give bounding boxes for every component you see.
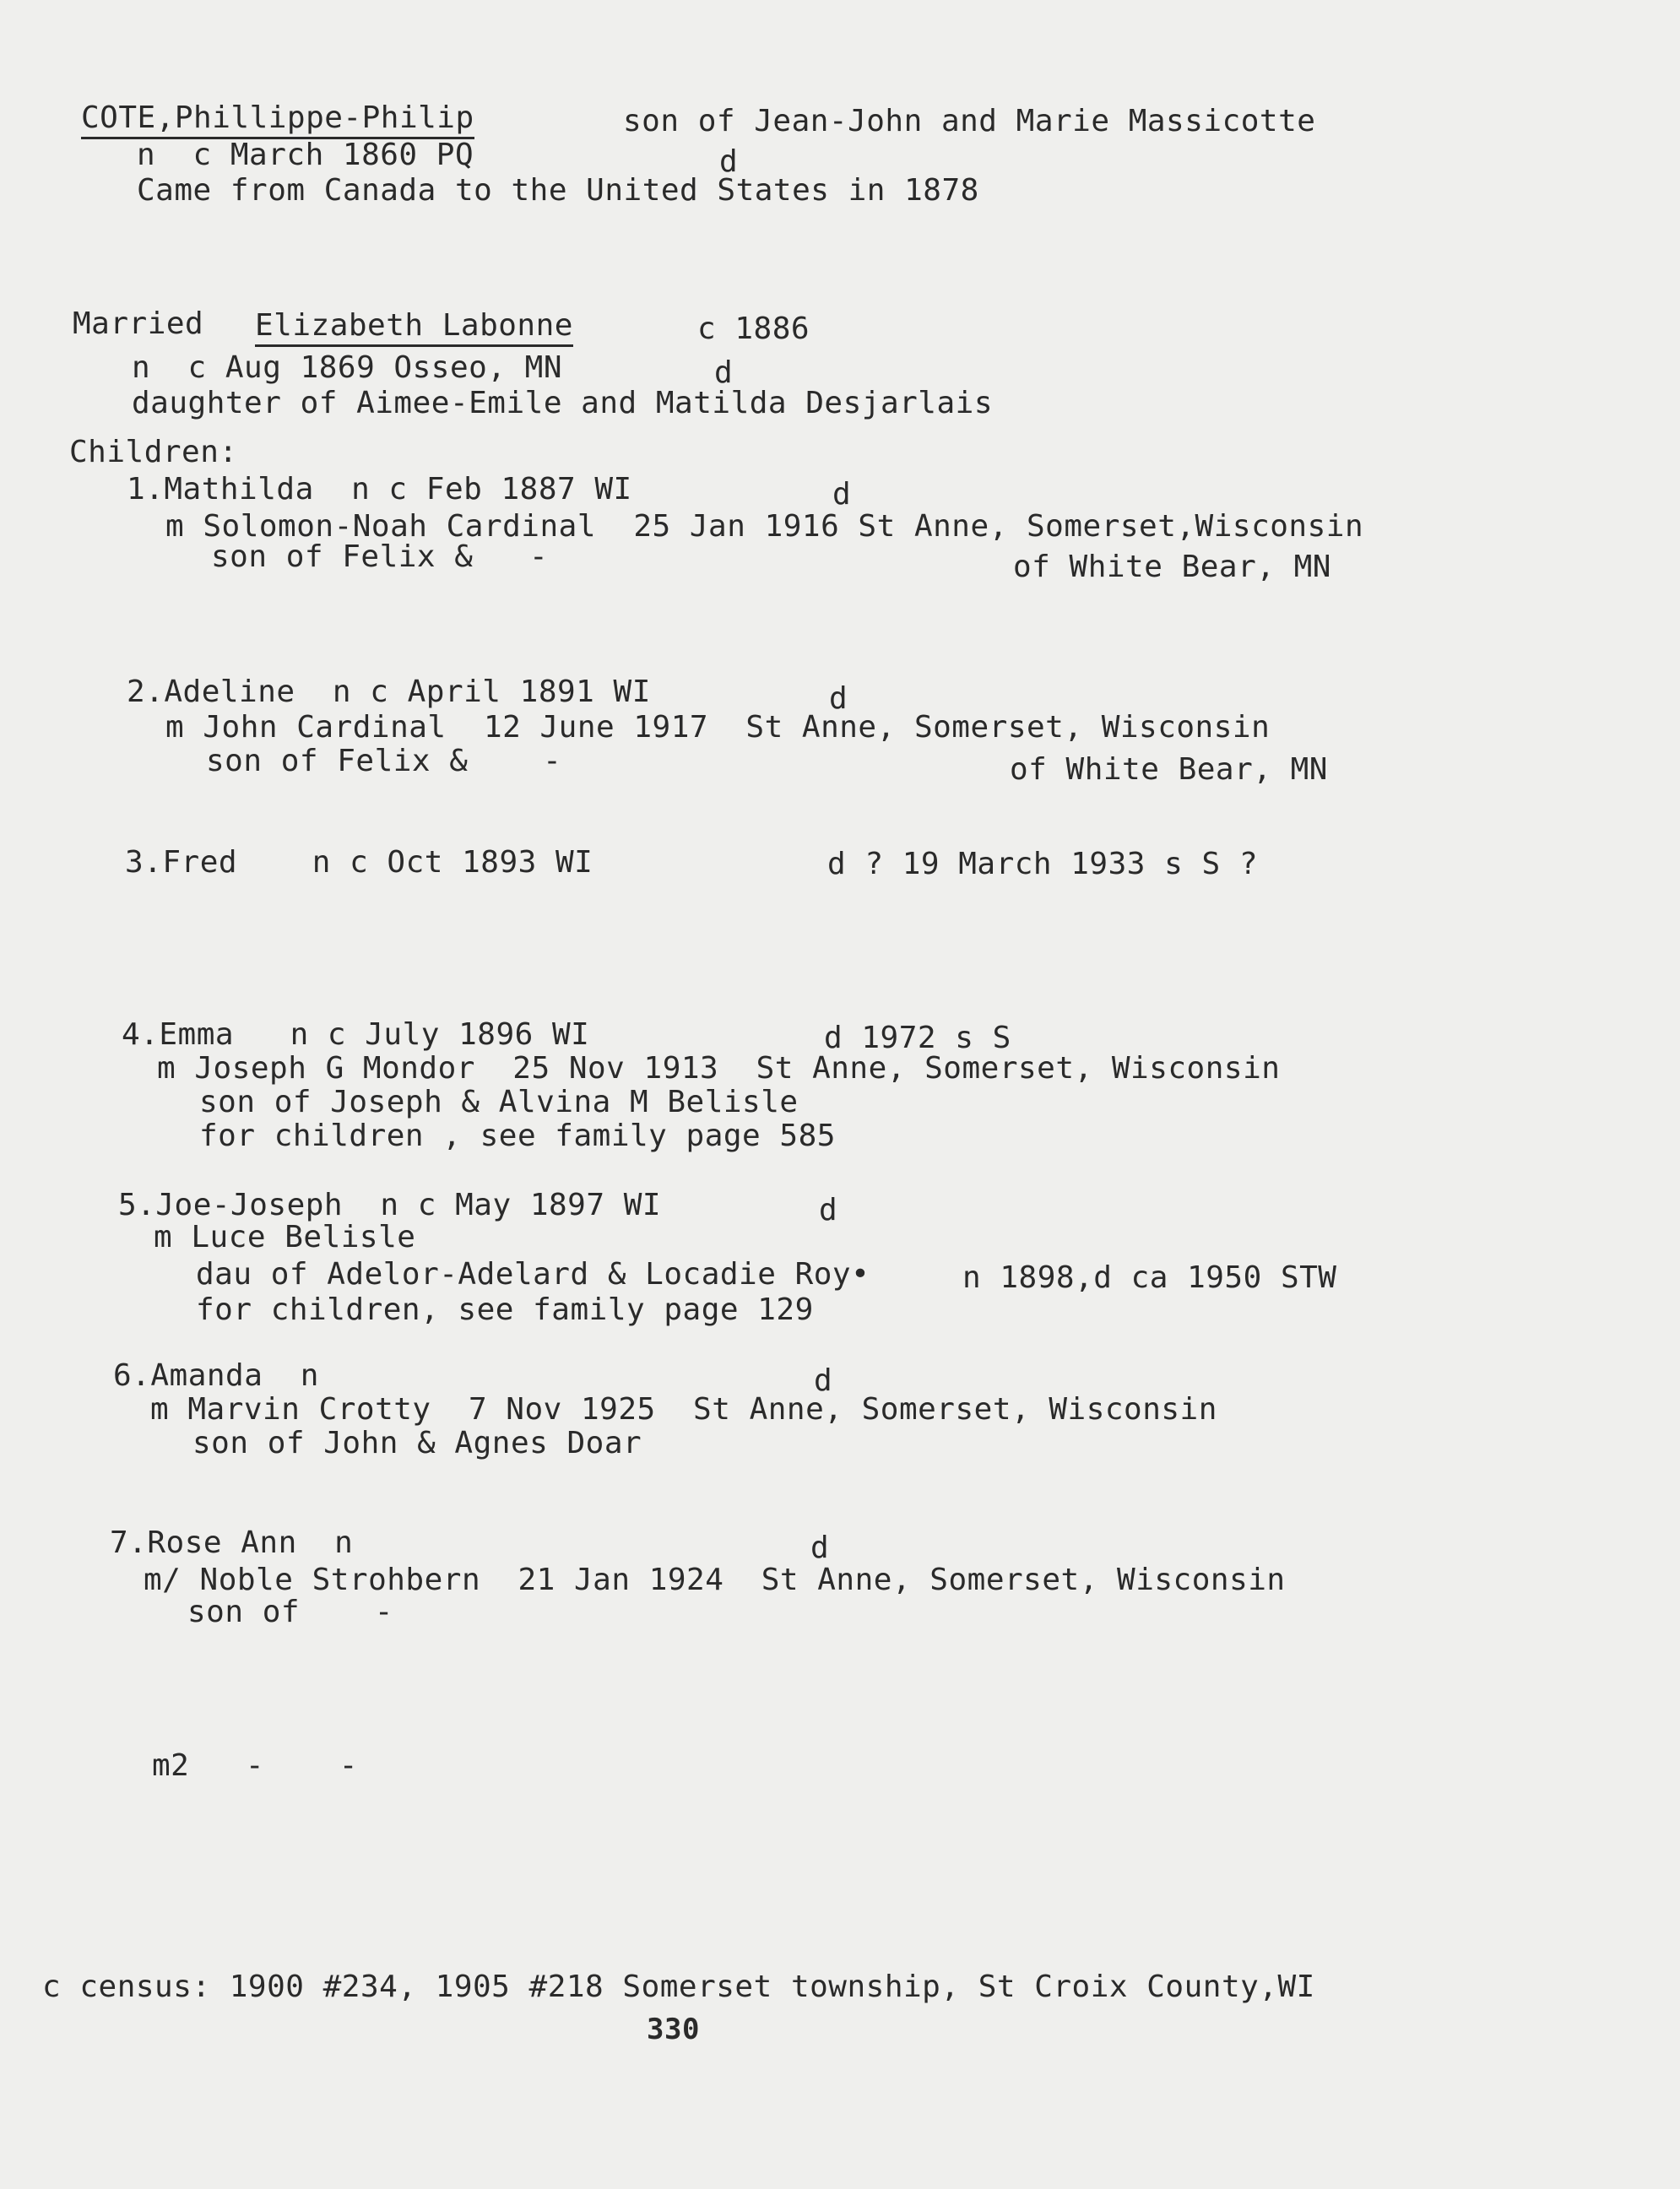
- second-marriage: m2 - -: [152, 1748, 358, 1783]
- page-number: 330: [647, 2013, 700, 2046]
- child-entry: 3.Fred n c Oct 1893 WI: [125, 845, 593, 880]
- children-label: Children:: [69, 435, 238, 469]
- child-spouse-residence: of White Bear, MN: [1010, 752, 1328, 787]
- child-family-note: for children , see family page 585: [199, 1119, 836, 1153]
- child-marriage: m Marvin Crotty 7 Nov 1925 St Anne, Somerset, Wisconsin: [150, 1392, 1217, 1427]
- person-immigration: Came from Canada to the United States in 1878: [137, 173, 979, 208]
- child-marriage: m Solomon-Noah Cardinal 25 Jan 1916 St Anne, Somerset,Wisconsin: [165, 509, 1364, 544]
- spouse-birth: n c Aug 1869 Osseo, MN: [132, 350, 562, 385]
- child-spouse-parents: son of Felix & -: [206, 744, 562, 778]
- child-entry: 1.Mathilda n c Feb 1887 WI: [127, 472, 632, 507]
- census-note: c census: 1900 #234, 1905 #218 Somerset township, St Croix County,WI: [42, 1970, 1315, 2004]
- child-entry: 4.Emma n c July 1896 WI: [122, 1017, 590, 1052]
- child-spouse-residence: of White Bear, MN: [1013, 550, 1331, 584]
- child-family-note: for children, see family page 129: [196, 1292, 814, 1327]
- child-death: d: [814, 1363, 833, 1398]
- child-death: d: [819, 1193, 838, 1227]
- child-spouse-parents: son of Joseph & Alvina M Belisle: [199, 1085, 799, 1119]
- child-entry: 2.Adeline n c April 1891 WI: [127, 675, 651, 709]
- child-spouse-parents: son of Felix & -: [211, 539, 549, 574]
- child-spouse-dates: n 1898,d ca 1950 STW: [962, 1260, 1337, 1295]
- spouse-name: Elizabeth Labonne: [255, 309, 573, 347]
- child-marriage: m Joseph G Mondor 25 Nov 1913 St Anne, Somerset, Wisconsin: [157, 1051, 1281, 1086]
- child-spouse-parents: son of -: [187, 1595, 393, 1629]
- child-entry: 6.Amanda n: [113, 1358, 319, 1393]
- child-death: d: [810, 1531, 830, 1565]
- child-death: d 1972 s S: [824, 1021, 1011, 1055]
- spouse-parents: daughter of Aimee-Emile and Matilda Desjarlais: [132, 386, 993, 420]
- child-entry: 5.Joe-Joseph n c May 1897 WI: [118, 1188, 662, 1222]
- person-death: d: [719, 144, 739, 179]
- person-birth: n c March 1860 PQ: [137, 138, 474, 172]
- marriage-date: c 1886: [697, 312, 810, 346]
- child-marriage: m/ Noble Strohbern 21 Jan 1924 St Anne, Somerset, Wisconsin: [144, 1563, 1286, 1597]
- child-death: d: [832, 477, 852, 512]
- child-death: d: [829, 681, 848, 716]
- spouse-death: d: [714, 355, 734, 390]
- married-label: Married: [73, 306, 204, 341]
- child-spouse-parents: dau of Adelor-Adelard & Locadie Roy•: [196, 1257, 870, 1292]
- person-parents: son of Jean-John and Marie Massicotte: [623, 104, 1316, 138]
- child-marriage: m John Cardinal 12 June 1917 St Anne, Somerset, Wisconsin: [165, 710, 1271, 745]
- child-marriage: m Luce Belisle: [154, 1220, 416, 1254]
- child-spouse-parents: son of John & Agnes Doar: [192, 1426, 642, 1460]
- child-entry: 7.Rose Ann n: [110, 1525, 354, 1560]
- person-name: COTE,Phillippe-Philip: [81, 101, 474, 139]
- child-death: d ? 19 March 1933 s S ?: [827, 847, 1258, 881]
